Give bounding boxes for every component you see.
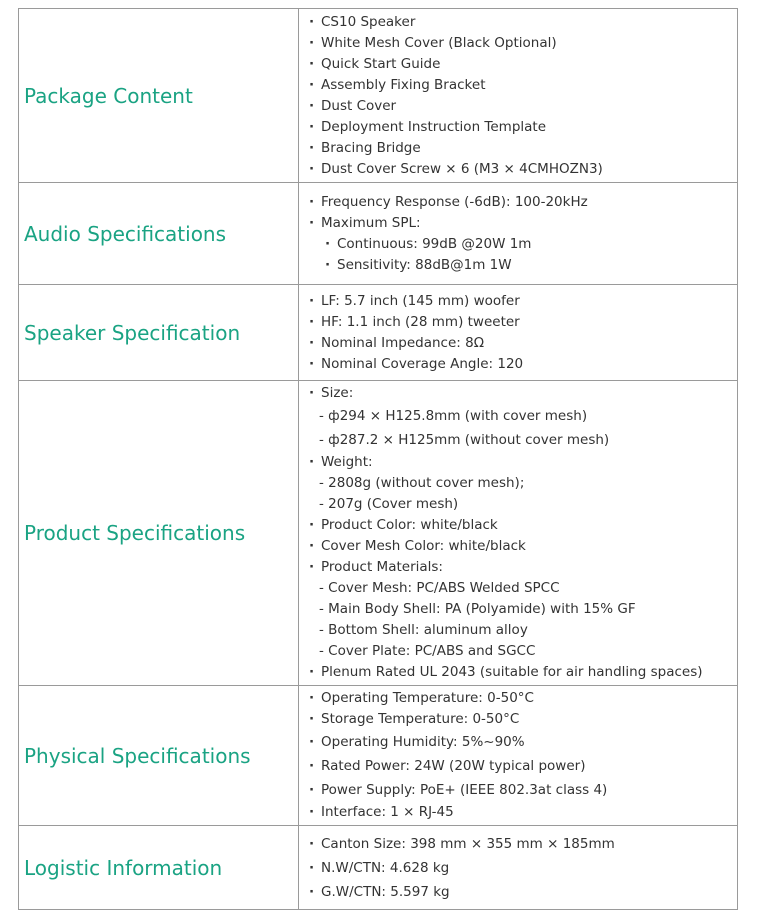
list-item: · Weight:	[307, 452, 737, 473]
list-item: · Product Color: white/black	[307, 515, 737, 536]
list-item: · HF: 1.1 inch (28 mm) tweeter	[307, 312, 737, 333]
list-item: · Power Supply: PoE+ (IEEE 802.3at class 4)	[307, 778, 737, 802]
category-title: Package Content	[24, 83, 193, 108]
category-cell	[19, 285, 299, 381]
category-cell	[19, 9, 299, 183]
list-item: · Plenum Rated UL 2043 (suitable for air handling spaces)	[307, 662, 737, 683]
category-title: Physical Specifications	[24, 743, 251, 768]
list-subitem: - 207g (Cover mesh)	[319, 496, 459, 512]
list-item: · LF: 5.7 inch (145 mm) woofer	[307, 291, 737, 312]
list-subitem: - ф287.2 × H125mm (without cover mesh)	[319, 432, 610, 448]
list-item: · Quick Start Guide	[307, 54, 737, 75]
table-row	[19, 183, 738, 285]
list-item: · Cover Mesh Color: white/black	[307, 536, 737, 557]
list-subitem: - 2808g (without cover mesh);	[319, 475, 525, 491]
list-item: · White Mesh Cover (Black Optional)	[307, 33, 737, 54]
list-item: · Frequency Response (-6dB): 100-20kHz	[307, 192, 737, 213]
category-cell	[19, 183, 299, 285]
list-item: · Rated Power: 24W (20W typical power)	[307, 754, 737, 778]
table-row	[19, 285, 738, 381]
list-subitem: · Sensitivity: 88dB@1m 1W	[307, 255, 737, 276]
list-item: · Nominal Impedance: 8Ω	[307, 333, 737, 354]
category-cell	[19, 826, 299, 910]
list-item: · Size:	[307, 383, 737, 404]
list-subitem: - Main Body Shell: PA (Polyamide) with 15% GF	[319, 601, 636, 617]
list-item: · Dust Cover Screw × 6 (M3 × 4CMHOZN3)	[307, 159, 737, 180]
items-cell	[299, 285, 738, 381]
list-subitem: · Continuous: 99dB @20W 1m	[307, 234, 737, 255]
list-item: · Storage Temperature: 0-50°C	[307, 709, 737, 730]
list-item: · Nominal Coverage Angle: 120	[307, 354, 737, 375]
spec-table	[18, 8, 738, 910]
list-item: · Bracing Bridge	[307, 138, 737, 159]
items-cell	[299, 686, 738, 826]
list-item: · Interface: 1 × RJ-45	[307, 802, 737, 823]
category-title: Product Specifications	[24, 521, 246, 545]
list-item: · Maximum SPL:	[307, 213, 737, 234]
list-subitem: - Cover Mesh: PC/ABS Welded SPCC	[319, 580, 560, 596]
category-cell	[19, 381, 299, 686]
list-item: · Operating Humidity: 5%~90%	[307, 730, 737, 754]
category-title: Speaker Specification	[24, 320, 241, 345]
list-subitem: - Bottom Shell: aluminum alloy	[319, 622, 528, 638]
list-item: · Operating Temperature: 0-50°C	[307, 688, 737, 709]
list-item: · N.W/CTN: 4.628 kg	[307, 856, 737, 880]
list-item: · Deployment Instruction Template	[307, 117, 737, 138]
list-item: · Assembly Fixing Bracket	[307, 75, 737, 96]
list-subitem: - Cover Plate: PC/ABS and SGCC	[319, 643, 536, 659]
list-item: · Dust Cover	[307, 96, 737, 117]
list-item: · CS10 Speaker	[307, 12, 737, 33]
items-cell	[299, 826, 738, 910]
table-row	[19, 9, 738, 183]
category-title: Audio Specifications	[24, 221, 227, 246]
list-subitem: - ф294 × H125.8mm (with cover mesh)	[319, 408, 588, 424]
table-row	[19, 686, 738, 826]
list-item: · Canton Size: 398 mm × 355 mm × 185mm	[307, 832, 737, 856]
items-cell	[299, 183, 738, 285]
items-cell	[299, 9, 738, 183]
items-cell	[299, 381, 738, 686]
category-cell	[19, 686, 299, 826]
list-item: · G.W/CTN: 5.597 kg	[307, 880, 737, 904]
table-row	[19, 826, 738, 910]
list-item: · Product Materials:	[307, 557, 737, 578]
category-title: Logistic Information	[24, 855, 223, 880]
table-row	[19, 381, 738, 686]
